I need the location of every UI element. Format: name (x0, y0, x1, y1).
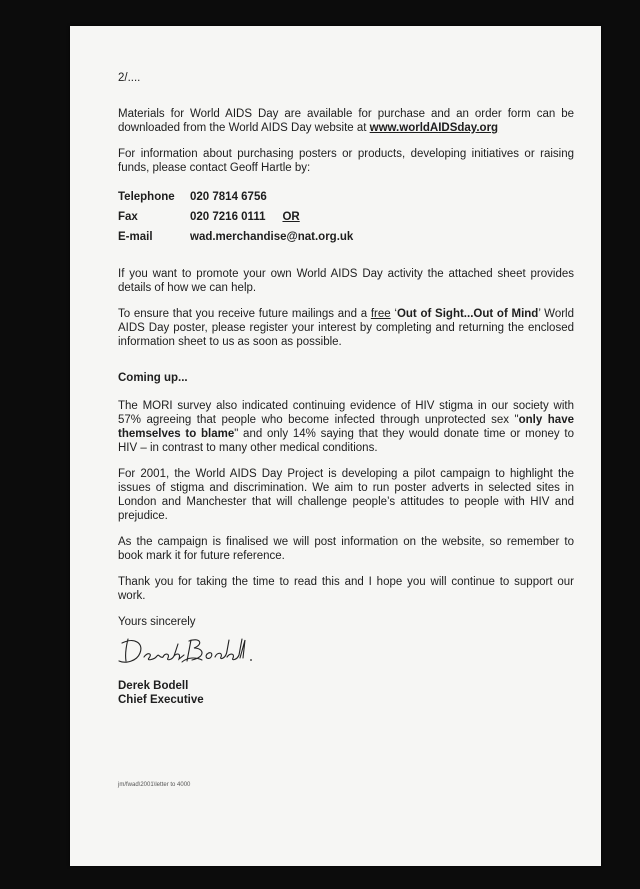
fax-label: Fax (118, 211, 138, 223)
paragraph-campaign-2001: For 2001, the World AIDS Day Project is developing a pilot campaign to highlight the issues of stigma and discrimination. We aim to run poster adverts in selected sites in London and Manchester that will challenge people’s attitudes to people with HIV and prejudice. (118, 468, 574, 522)
mori-text-b: " and only 14% saying that they would donate time or money to HIV – in contrast to many other medical conditions. (118, 428, 574, 454)
paragraph-website-bookmark: As the campaign is finalised we will post information on the website, so remember to book mark it for future reference. (118, 536, 574, 562)
website-link[interactable]: www.worldAIDSday.org (369, 122, 499, 134)
paragraph-contact-info: For information about purchasing posters or products, developing initiatives or raising funds, please contact Geoff Hartle by: (118, 148, 574, 174)
telephone-row (118, 187, 574, 207)
signature-image (116, 631, 266, 671)
email-label: E-mail (118, 231, 153, 243)
letter-body (118, 71, 574, 707)
letter-page (70, 26, 601, 866)
signer-name: Derek Bodell (118, 680, 189, 692)
telephone-value: 020 7814 6756 (190, 191, 267, 203)
mailings-text-c: ’ World AIDS Day poster, please register your interest by completing and returning the enclosed information sheet to us as soon as possible. (118, 308, 575, 348)
email-row (118, 227, 574, 247)
mailings-text-b: ‘ (390, 308, 397, 320)
fax-value: 020 7216 0111 (190, 211, 266, 223)
telephone-label: Telephone (118, 191, 175, 203)
materials-text: Materials for World AIDS Day are available for purchase and an order form can be downloaded from the World AIDS Day website at (118, 108, 574, 134)
mailings-text-a: To ensure that you receive future mailings and a (118, 308, 371, 320)
coming-up-heading: Coming up... (118, 372, 188, 384)
or-text: OR (282, 211, 300, 223)
closing: Yours sincerely (118, 616, 196, 628)
paragraph-mailings (118, 307, 574, 349)
contact-details (118, 187, 574, 247)
paragraph-thanks: Thank you for taking the time to read this and I hope you will continue to support our work. (118, 576, 574, 602)
handwritten-signature (116, 631, 574, 671)
poster-title: Out of Sight...Out of Mind (396, 308, 539, 320)
email-value: wad.merchandise@nat.org.uk (190, 231, 354, 243)
paragraph-mori-survey (118, 399, 574, 455)
footer-reference: jm/fwad\2001\letter to 4000 (118, 782, 191, 788)
free-text: free (370, 308, 391, 320)
fax-row (118, 207, 574, 227)
signer-title: Chief Executive (118, 694, 204, 706)
mori-quote: only have themselves to blame (118, 414, 574, 440)
mori-text-a: The MORI survey also indicated continuing evidence of HIV stigma in our society with 57% agreeing that people who become infected through unprotected sex " (118, 400, 574, 426)
paragraph-materials (118, 107, 574, 135)
paragraph-promote: If you want to promote your own World AIDS Day activity the attached sheet provides details of how we can help. (118, 268, 574, 294)
page-number: 2/.... (118, 72, 141, 84)
